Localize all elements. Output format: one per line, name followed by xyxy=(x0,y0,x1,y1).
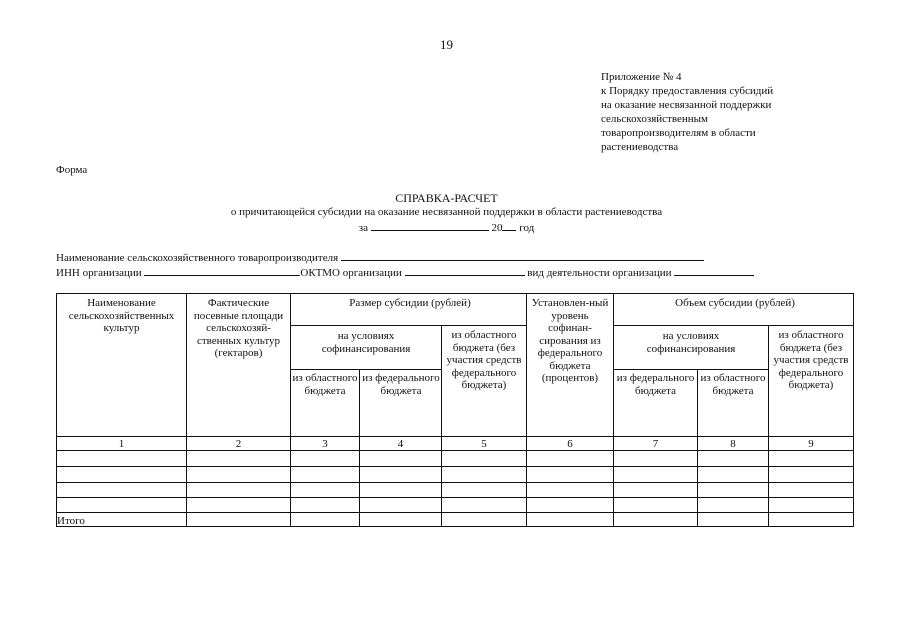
oktmo-label: ОКТМО организации xyxy=(300,267,402,279)
inn-label: ИНН организации xyxy=(56,267,142,279)
appendix-line: Приложение № 4 xyxy=(601,71,682,83)
page-number: 19 xyxy=(440,37,453,52)
header-cofinancing-level: Установлен-ный уровень софинан-сирования из федерального бюджета (процентов) xyxy=(531,297,609,384)
column-number: 8 xyxy=(730,438,736,450)
column-number: 7 xyxy=(652,438,659,450)
period-year-suffix: год xyxy=(519,222,535,234)
appendix-line: на оказание несвязанной поддержки xyxy=(601,99,772,111)
header-col8: из областного бюджета xyxy=(700,372,766,397)
appendix-line: сельскохозяйственным xyxy=(601,113,708,125)
header-cofinancing-a: на условиях софинансирования xyxy=(321,330,411,355)
header-col3: из областного бюджета xyxy=(292,372,358,397)
activity-label: вид деятельности организации xyxy=(527,267,672,279)
appendix-line: товаропроизводителям в области xyxy=(601,127,756,139)
column-number: 5 xyxy=(481,438,487,450)
column-number: 6 xyxy=(567,438,573,450)
producer-label: Наименование сельскохозяйственного товаропроизводителя xyxy=(56,252,339,264)
form-label: Форма xyxy=(56,164,88,176)
column-number: 3 xyxy=(322,438,328,450)
header-planted-area: Фактические посевные площади сельскохозяй-ственных культур (гектаров) xyxy=(193,297,284,359)
appendix-line: растениеводства xyxy=(601,141,679,153)
period-year-prefix: 20 xyxy=(491,222,503,234)
document-subtitle: о причитающейся субсидии на оказание несвязанной поддержки в области растениеводства xyxy=(230,206,663,218)
total-row-label: Итого xyxy=(57,515,85,527)
header-col9: из областного бюджета (без участия средств федерального бюджета) xyxy=(773,329,849,391)
header-col7: из федерального бюджета xyxy=(616,372,695,397)
header-crop-name: Наименование сельскохозяйственных культур xyxy=(68,297,175,334)
header-subsidy-size: Размер субсидии (рублей) xyxy=(349,297,471,309)
header-subsidy-volume: Объем субсидии (рублей) xyxy=(675,297,795,309)
document-title: СПРАВКА-РАСЧЕТ xyxy=(395,191,498,205)
column-number: 9 xyxy=(808,438,814,450)
header-col5: из областного бюджета (без участия средств федерального бюджета) xyxy=(446,329,522,391)
column-number: 2 xyxy=(235,438,242,450)
header-col4: из федерального бюджета xyxy=(362,372,440,397)
column-number: 4 xyxy=(397,438,404,450)
period-prefix: за xyxy=(358,222,368,234)
appendix-line: к Порядку предоставления субсидий xyxy=(601,85,774,97)
header-cofinancing-b: на условиях софинансирования xyxy=(646,330,736,355)
column-number: 1 xyxy=(118,438,125,450)
